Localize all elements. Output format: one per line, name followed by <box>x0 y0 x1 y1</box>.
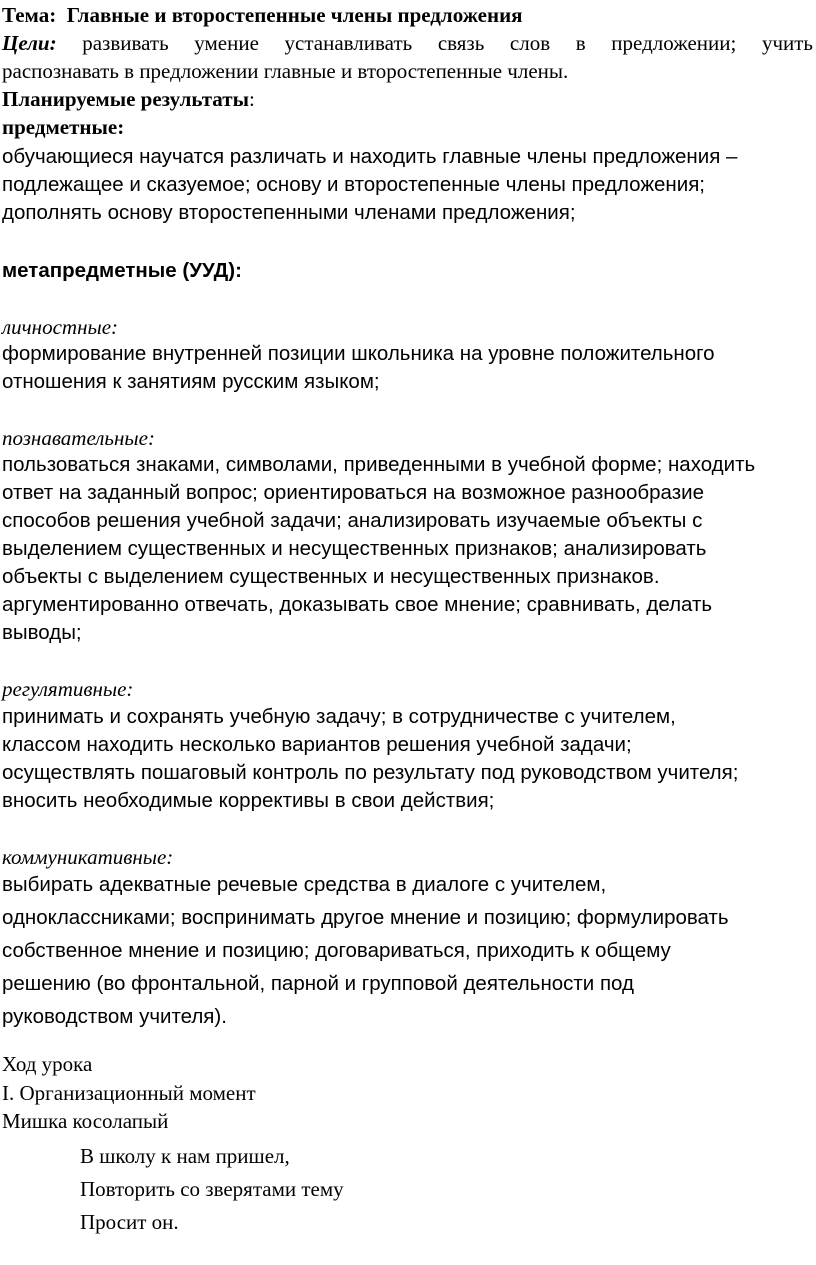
personal-line: формирование внутренней позиции школьника на уровне положительного <box>2 342 715 365</box>
cognitive-line: объекты с выделением существенных и несущественных признаков. <box>2 565 660 588</box>
lesson-title: Ход урока <box>2 1052 93 1076</box>
subject-heading: предметные: <box>2 115 125 139</box>
subject-line: подлежащее и сказуемое; основу и второстепенные члены предложения; <box>2 173 706 196</box>
goals-line-2: распознавать в предложении главные и второстепенные члены. <box>2 59 569 83</box>
results-colon: : <box>248 87 255 111</box>
regulatory-line: принимать и сохранять учебную задачу; в сотрудничестве с учителем, <box>2 705 676 728</box>
communicative-line: выбирать адекватные речевые средства в диалоге с учителем, <box>2 873 607 896</box>
cognitive-line: выводы; <box>2 621 82 644</box>
lesson-stage: I. Организационный момент <box>2 1081 256 1105</box>
personal-line: отношения к занятиям русским языком; <box>2 370 380 393</box>
cognitive-label: познавательные: <box>2 426 155 450</box>
cognitive-line: пользоваться знаками, символами, приведенными в учебной форме; находить <box>2 453 756 476</box>
goals-label: Цели: <box>2 31 57 55</box>
regulatory-label: регулятивные: <box>2 677 134 701</box>
results-heading <box>2 87 255 111</box>
communicative-label: коммуникативные: <box>2 845 174 869</box>
subject-line: дополнять основу второстепенными членами предложения; <box>2 201 576 224</box>
topic-text: Главные и второстепенные члены предложения <box>66 3 523 27</box>
goals-line-1 <box>2 31 813 55</box>
topic-label: Тема: <box>2 3 57 27</box>
poem-line: Повторить со зверятами тему <box>80 1177 344 1201</box>
cognitive-line: аргументированно отвечать, доказывать свое мнение; сравнивать, делать <box>2 593 713 616</box>
poem-first-line: Мишка косолапый <box>2 1109 169 1133</box>
cognitive-line: способов решения учебной задачи; анализировать изучаемые объекты с <box>2 509 703 532</box>
communicative-line: руководством учителя). <box>2 1005 227 1028</box>
poem-line: Просит он. <box>80 1210 179 1234</box>
communicative-line: собственное мнение и позицию; договариваться, приходить к общему <box>2 939 671 962</box>
goals-text-1: развивать умение устанавливать связь слов в предложении; учить <box>82 31 814 55</box>
personal-label: личностные: <box>2 315 119 339</box>
cognitive-line: выделением существенных и несущественных признаков; анализировать <box>2 537 707 560</box>
regulatory-line: классом находить несколько вариантов решения учебной задачи; <box>2 733 632 756</box>
communicative-line: одноклассниками; воспринимать другое мнение и позицию; формулировать <box>2 906 729 929</box>
topic-line <box>2 3 523 27</box>
results-label: Планируемые результаты <box>2 87 249 111</box>
meta-heading: метапредметные (УУД): <box>2 259 242 282</box>
poem-line: В школу к нам пришел, <box>80 1144 290 1168</box>
regulatory-line: вносить необходимые коррективы в свои действия; <box>2 789 495 812</box>
cognitive-line: ответ на заданный вопрос; ориентироваться на возможное разнообразие <box>2 481 704 504</box>
subject-line: обучающиеся научатся различать и находить главные члены предложения – <box>2 145 738 168</box>
regulatory-line: осуществлять пошаговый контроль по результату под руководством учителя; <box>2 761 739 784</box>
communicative-line: решению (во фронтальной, парной и групповой деятельности под <box>2 972 634 995</box>
